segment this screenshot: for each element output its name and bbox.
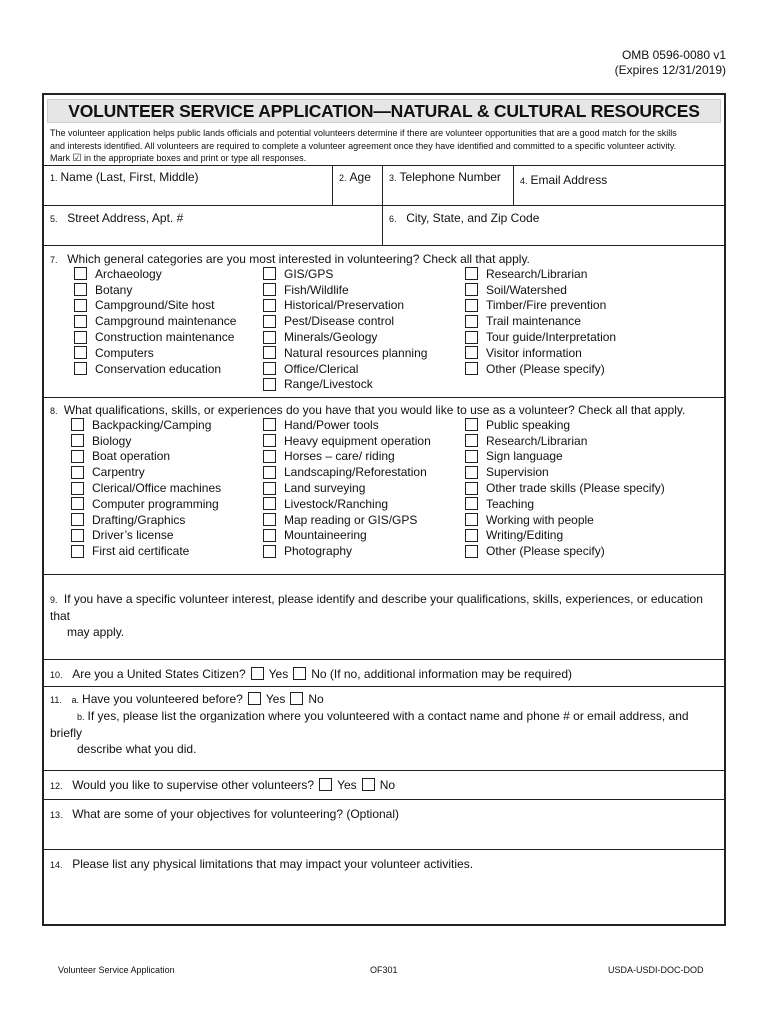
checkbox-option[interactable] — [74, 329, 236, 345]
section-citizen — [44, 660, 724, 687]
application-form — [42, 93, 726, 926]
q14-prompt — [44, 850, 724, 871]
footer-center: OF301 — [370, 965, 398, 975]
checkbox[interactable] — [263, 267, 276, 280]
q9-line-1: If you have a specific volunteer interest, please identify and describe your qualifications, skills, experiences, or education that — [50, 592, 703, 623]
checkbox[interactable] — [465, 267, 478, 280]
checkbox[interactable] — [465, 513, 478, 526]
volunteered-no-label: No — [308, 692, 324, 706]
checkbox[interactable] — [263, 299, 276, 312]
supervise-yes-label: Yes — [337, 778, 357, 792]
checkbox[interactable] — [263, 545, 276, 558]
checkbox-option[interactable] — [74, 266, 236, 282]
name-field[interactable] — [44, 166, 332, 205]
checkbox-option[interactable] — [465, 449, 665, 465]
supervise-no-label: No — [379, 778, 396, 792]
checkbox-label: Heavy equipment operation — [284, 433, 431, 448]
checkbox-option[interactable] — [263, 266, 427, 282]
checkbox-label: Office/Clerical — [284, 361, 359, 376]
checkbox-label: Pest/Disease control — [284, 314, 395, 329]
q10-prompt — [44, 660, 724, 681]
q12-prompt — [44, 771, 724, 792]
checkbox-label: Land surveying — [284, 481, 366, 496]
intro-line-1: The volunteer application helps public lands officials and potential volunteers determine if there are volunteer opportunities that are a good match for the skills — [50, 128, 677, 138]
checkbox-label: Computers — [95, 345, 154, 360]
checkbox-option[interactable] — [465, 480, 665, 496]
field-num: 1. — [50, 173, 58, 183]
age-field[interactable] — [332, 166, 382, 205]
checkbox[interactable] — [465, 529, 478, 542]
checked-box-icon: ☑ — [72, 153, 82, 164]
name-label: Name (Last, First, Middle) — [60, 170, 199, 184]
omb-expires: (Expires 12/31/2019) — [614, 63, 726, 77]
checkbox[interactable] — [74, 346, 87, 359]
q13-prompt — [44, 800, 724, 821]
checkbox[interactable] — [263, 362, 276, 375]
checkbox-label: Mountaineering — [284, 528, 367, 543]
checkbox-option[interactable] — [263, 543, 431, 559]
q14-num: 14. — [50, 860, 63, 870]
checkbox-option[interactable] — [263, 377, 427, 393]
q14-text: Please list any physical limitations that may impact your volunteer activities. — [72, 857, 474, 871]
checkbox-label: Research/Librarian — [486, 433, 588, 448]
field-num: 4. — [520, 176, 528, 186]
checkbox[interactable] — [74, 362, 87, 375]
checkbox[interactable] — [465, 466, 478, 479]
city-label: City, State, and Zip Code — [406, 211, 540, 225]
checkbox[interactable] — [71, 545, 84, 558]
checkbox-option[interactable] — [465, 528, 665, 544]
checkbox-label: Working with people — [486, 512, 594, 527]
checkbox-label: Writing/Editing — [486, 528, 564, 543]
checkbox[interactable] — [74, 299, 87, 312]
q7-prompt — [44, 246, 724, 266]
checkbox[interactable] — [263, 497, 276, 510]
q8-column-1 — [71, 417, 221, 559]
checkbox-option[interactable] — [263, 298, 427, 314]
checkbox[interactable] — [263, 315, 276, 328]
checkbox[interactable] — [71, 434, 84, 447]
checkbox-option[interactable] — [74, 313, 236, 329]
checkbox-label: Map reading or GIS/GPS — [284, 512, 418, 527]
checkbox-label: Other (Please specify) — [486, 544, 605, 559]
checkbox-option[interactable] — [465, 282, 616, 298]
field-num: 6. — [389, 214, 397, 224]
checkbox[interactable] — [465, 299, 478, 312]
checkbox-option[interactable] — [263, 345, 427, 361]
checkbox[interactable] — [74, 283, 87, 296]
checkbox[interactable] — [74, 315, 87, 328]
checkbox-label: Minerals/Geology — [284, 330, 378, 345]
checkbox-label: Hand/Power tools — [284, 417, 379, 432]
checkbox-option[interactable] — [74, 298, 236, 314]
email-label: Email Address — [530, 173, 608, 187]
checkbox[interactable] — [71, 513, 84, 526]
checkbox-option[interactable] — [263, 480, 431, 496]
checkbox-label: Campground/Site host — [95, 298, 215, 313]
q13-text: What are some of your objectives for volunteering? (Optional) — [72, 807, 400, 821]
footer-left: Volunteer Service Application — [58, 965, 175, 975]
checkbox-option[interactable] — [74, 345, 236, 361]
checkbox-option[interactable] — [465, 313, 616, 329]
checkbox-option[interactable] — [465, 433, 665, 449]
checkbox[interactable] — [71, 466, 84, 479]
q10-num: 10. — [50, 670, 63, 680]
checkbox-label: Trail maintenance — [486, 314, 581, 329]
checkbox[interactable] — [71, 482, 84, 495]
q13-num: 13. — [50, 810, 63, 820]
row-personal — [44, 166, 724, 206]
checkbox-label: Other (Please specify) — [486, 361, 605, 376]
q9-prompt — [44, 575, 724, 640]
field-num: 5. — [50, 214, 58, 224]
checkbox[interactable] — [263, 529, 276, 542]
checkbox[interactable] — [465, 315, 478, 328]
checkbox[interactable] — [465, 497, 478, 510]
citizen-no-checkbox[interactable] — [293, 667, 306, 680]
checkbox[interactable] — [465, 482, 478, 495]
checkbox-label: Visitor information — [486, 345, 582, 360]
checkbox-label: Natural resources planning — [284, 345, 428, 360]
checkbox-label: Supervision — [486, 465, 549, 480]
title-bar — [47, 99, 721, 123]
q8-prompt — [44, 398, 724, 417]
mark-suffix: in the appropriate boxes and print or type all responses. — [84, 153, 307, 163]
checkbox[interactable] — [465, 362, 478, 375]
checkbox-label: Horses – care/ riding — [284, 449, 395, 464]
checkbox[interactable] — [74, 267, 87, 280]
checkbox[interactable] — [263, 513, 276, 526]
checkbox-option[interactable] — [263, 449, 431, 465]
checkbox-label: Backpacking/Camping — [92, 417, 212, 432]
checkbox-option[interactable] — [263, 433, 431, 449]
checkbox[interactable] — [263, 331, 276, 344]
section-qualifications — [44, 398, 724, 575]
checkbox-option[interactable] — [465, 512, 665, 528]
checkbox-option[interactable] — [263, 282, 427, 298]
checkbox-label: Computer programming — [92, 496, 219, 511]
checkbox-option[interactable] — [71, 417, 221, 433]
checkbox-option[interactable] — [263, 464, 431, 480]
checkbox-label: Photography — [284, 544, 353, 559]
checkbox-label: Teaching — [486, 496, 535, 511]
volunteered-yes-label: Yes — [265, 692, 286, 706]
volunteered-no-checkbox[interactable] — [290, 692, 303, 705]
checkbox-option[interactable] — [465, 417, 665, 433]
q8-column-2 — [263, 417, 431, 559]
checkbox-label: Public speaking — [486, 417, 571, 432]
street-field[interactable] — [44, 206, 382, 245]
checkbox-label: Historical/Preservation — [284, 298, 405, 313]
checkbox[interactable] — [71, 497, 84, 510]
intro-line-3 — [50, 152, 718, 166]
q11b-label: b. — [77, 712, 85, 722]
checkbox-option[interactable] — [465, 345, 616, 361]
q7-column-1 — [74, 266, 236, 377]
checkbox-option[interactable] — [263, 512, 431, 528]
checkbox-option[interactable] — [263, 329, 427, 345]
telephone-label: Telephone Number — [399, 170, 501, 184]
field-num: 3. — [389, 173, 397, 183]
checkbox-option[interactable] — [263, 528, 431, 544]
citizen-no-label: No (If no, additional information may be required) — [311, 667, 573, 681]
checkbox[interactable] — [263, 378, 276, 391]
checkbox-option[interactable] — [465, 543, 665, 559]
checkbox[interactable] — [465, 283, 478, 296]
omb-number: OMB 0596-0080 v1 — [621, 48, 726, 62]
section-limitations[interactable] — [44, 850, 724, 910]
field-num: 2. — [339, 173, 347, 183]
citizen-yes-label: Yes — [268, 667, 289, 681]
checkbox-option[interactable] — [263, 417, 431, 433]
checkbox[interactable] — [465, 331, 478, 344]
street-label: Street Address, Apt. # — [67, 211, 184, 225]
checkbox[interactable] — [263, 466, 276, 479]
form-title: VOLUNTEER SERVICE APPLICATION—NATURAL & CULTURAL RESOURCES — [68, 101, 700, 121]
city-field[interactable] — [382, 206, 724, 245]
checkbox-label: Biology — [92, 433, 132, 448]
checkbox-label: Soil/Watershed — [486, 282, 567, 297]
checkbox-label: Landscaping/Reforestation — [284, 465, 427, 480]
checkbox-option[interactable] — [74, 282, 236, 298]
checkbox-label: First aid certificate — [92, 544, 190, 559]
footer-right: USDA-USDI-DOC-DOD — [608, 965, 704, 975]
email-field[interactable] — [513, 166, 724, 205]
checkbox-label: Driver’s license — [92, 528, 174, 543]
checkbox[interactable] — [263, 346, 276, 359]
checkbox-label: Campground maintenance — [95, 314, 237, 329]
q11a-text: Have you volunteered before? — [82, 692, 243, 706]
q11-num: 11. — [50, 695, 62, 705]
q10-text: Are you a United States Citizen? — [72, 667, 246, 681]
section-objectives[interactable] — [44, 800, 724, 850]
checkbox-option[interactable] — [74, 361, 236, 377]
checkbox-label: Tour guide/Interpretation — [486, 330, 617, 345]
checkbox[interactable] — [465, 418, 478, 431]
q11a-label: a. — [71, 695, 80, 705]
row-address — [44, 206, 724, 246]
q7-column-2 — [263, 266, 427, 392]
checkbox-label: Fish/Wildlife — [284, 282, 349, 297]
checkbox-label: Livestock/Ranching — [284, 496, 389, 511]
checkbox[interactable] — [74, 331, 87, 344]
q9-line-2: may apply. — [67, 625, 125, 639]
checkbox[interactable] — [263, 283, 276, 296]
checkbox-option[interactable] — [71, 464, 221, 480]
checkbox-option[interactable] — [263, 496, 431, 512]
checkbox-label: Construction maintenance — [95, 330, 235, 345]
q8-text: What qualifications, skills, or experiences do you have that you would like to use as a volunteer? Check all that apply. — [63, 403, 686, 417]
checkbox-label: Timber/Fire prevention — [486, 298, 607, 313]
checkbox-label: Sign language — [486, 449, 563, 464]
checkbox[interactable] — [71, 418, 84, 431]
checkbox-option[interactable] — [465, 266, 616, 282]
q11-prompt — [44, 687, 724, 757]
section-categories — [44, 246, 724, 398]
checkbox-label: Clerical/Office machines — [92, 481, 222, 496]
checkbox[interactable] — [71, 450, 84, 463]
checkbox[interactable] — [263, 482, 276, 495]
q12-text: Would you like to supervise other volunteers? — [72, 778, 315, 792]
checkbox[interactable] — [263, 450, 276, 463]
q11b-line-1: If yes, please list the organization where you volunteered with a contact name and phone # or email address, and briefly — [50, 709, 689, 740]
omb-block — [615, 48, 726, 78]
q8-num: 8. — [50, 406, 58, 416]
section-supervise — [44, 771, 724, 800]
q11b-line-2: describe what you did. — [77, 742, 197, 756]
checkbox-label: Research/Librarian — [486, 266, 588, 281]
section-specific-interest[interactable] — [44, 575, 724, 660]
checkbox[interactable] — [465, 450, 478, 463]
checkbox-option[interactable] — [263, 361, 427, 377]
checkbox-label: Range/Livestock — [284, 377, 373, 392]
checkbox-option[interactable] — [71, 449, 221, 465]
q7-column-3 — [465, 266, 616, 377]
checkbox-label: Conservation education — [95, 361, 222, 376]
mark-prefix: Mark — [50, 153, 70, 163]
telephone-field[interactable] — [382, 166, 513, 205]
checkbox-label: Botany — [95, 282, 133, 297]
checkbox-option[interactable] — [263, 313, 427, 329]
checkbox-label: Archaeology — [95, 266, 162, 281]
supervise-no-checkbox[interactable] — [362, 778, 375, 791]
checkbox-option[interactable] — [71, 496, 221, 512]
checkbox-option[interactable] — [465, 298, 616, 314]
q9-num: 9. — [50, 595, 58, 605]
checkbox[interactable] — [465, 346, 478, 359]
checkbox-label: GIS/GPS — [284, 266, 334, 281]
checkbox-label: Drafting/Graphics — [92, 512, 186, 527]
checkbox-option[interactable] — [465, 496, 665, 512]
checkbox[interactable] — [71, 529, 84, 542]
checkbox-option[interactable] — [465, 464, 665, 480]
volunteered-yes-checkbox[interactable] — [248, 692, 261, 705]
checkbox[interactable] — [465, 434, 478, 447]
checkbox-option[interactable] — [71, 543, 221, 559]
checkbox-option[interactable] — [465, 361, 616, 377]
checkbox-label: Carpentry — [92, 465, 145, 480]
q7-text: Which general categories are you most interested in volunteering? Check all that apply. — [67, 252, 530, 266]
age-label: Age — [349, 170, 371, 184]
checkbox-option[interactable] — [71, 480, 221, 496]
checkbox[interactable] — [263, 434, 276, 447]
section-volunteered-before[interactable] — [44, 687, 724, 771]
intro-text — [44, 123, 724, 166]
intro-line-2: and interests identified. All volunteers are required to complete a volunteer agreement once they have identified and committed to a specific volunteer activity. — [50, 140, 677, 151]
checkbox[interactable] — [263, 418, 276, 431]
q12-num: 12. — [50, 781, 63, 791]
citizen-yes-checkbox[interactable] — [251, 667, 264, 680]
checkbox-option[interactable] — [71, 512, 221, 528]
checkbox[interactable] — [465, 545, 478, 558]
checkbox-option[interactable] — [465, 329, 616, 345]
checkbox-label: Other trade skills (Please specify) — [486, 481, 665, 496]
supervise-yes-checkbox[interactable] — [319, 778, 332, 791]
checkbox-option[interactable] — [71, 433, 221, 449]
q8-column-3 — [465, 417, 665, 559]
checkbox-label: Boat operation — [92, 449, 171, 464]
checkbox-option[interactable] — [71, 528, 221, 544]
q7-num: 7. — [50, 255, 58, 265]
